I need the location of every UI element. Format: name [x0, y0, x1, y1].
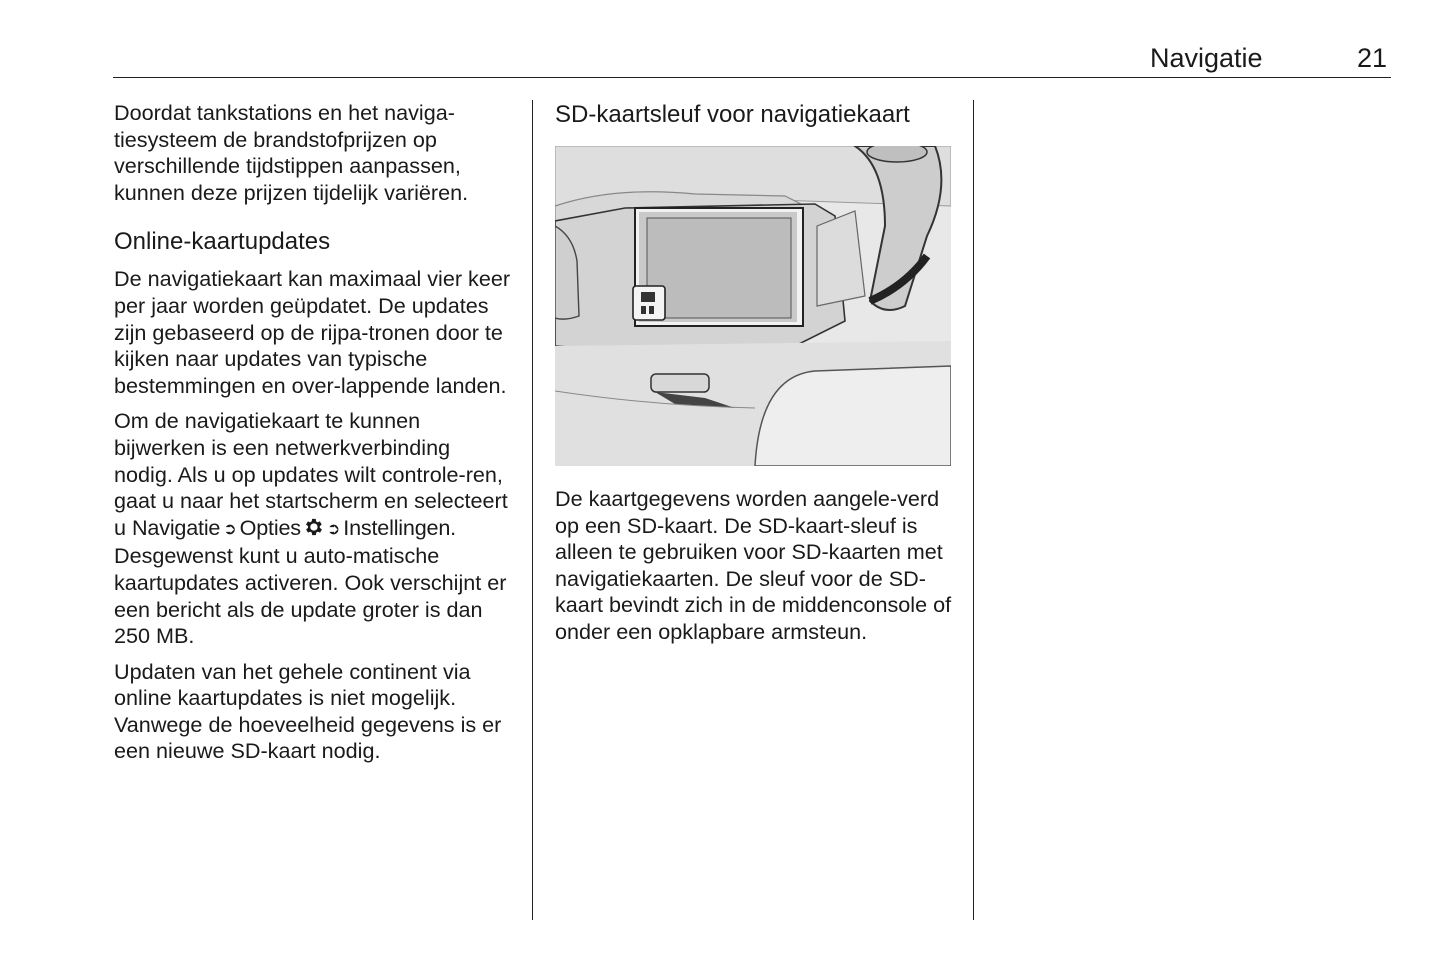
- arrow-right-icon-2: ➲: [326, 520, 341, 538]
- header-rule: [113, 77, 1391, 78]
- left-column: [114, 100, 514, 774]
- column-divider-1: [532, 100, 533, 920]
- paragraph-update-frequency: De navigatiekaart kan maximaal vier keer per jaar worden geüpdatet. De updates zijn gebaseerd op de rijpa-tronen door te kijken naar updates van typische bestemmingen en over-lappende landen.: [114, 266, 511, 398]
- paragraph-sd-card: De kaartgegevens worden aangele-verd op een SD-kaart. De SD-kaart-sleuf is alleen te gebruiken voor SD-kaarten met navigatiekaarten. De sleuf voor de SD-kaart bevindt zich in de middenconsole of onder een opklapbare armsteun.: [555, 486, 952, 644]
- paragraph-update-instructions: [114, 408, 514, 649]
- instructions-text-a: Om de navigatiekaart te kunnen bijwerken is een netwerkverbinding nodig. Als u op updates wilt controle-ren, gaat u naar het startscherm en selecteert u: [114, 408, 508, 540]
- instructions-text-b: . Desgewenst kunt u auto-matische kaartupdates activeren. Ook verschijnt er een bericht als de update groter is dan 250 MB.: [114, 514, 507, 649]
- menu-path-instellingen: Instellingen: [343, 514, 451, 540]
- menu-path-opties: Opties: [239, 514, 301, 540]
- paragraph-fuel-prices: Doordat tankstations en het naviga-tiesysteem de brandstofprijzen op verschillende tijdstippen aanpassen, kunnen deze prijzen tijdelijk variëren.: [114, 100, 469, 205]
- paragraph-continent-update: Updaten van het gehele continent via online kaartupdates is niet mogelijk. Vanwege de hoeveelheid gegevens is er een nieuwe SD-kaart nodig.: [114, 658, 502, 764]
- gear-icon: [302, 516, 324, 538]
- heading-online-updates: Online-kaartupdates: [114, 228, 331, 256]
- menu-path-navigatie: Navigatie: [132, 514, 221, 540]
- middle-column: [555, 100, 955, 655]
- center-console-illustration: [555, 146, 951, 466]
- arrow-right-icon: ➲: [223, 520, 237, 538]
- page-number: 21: [1357, 43, 1388, 73]
- column-divider-2: [973, 100, 974, 920]
- heading-sd-slot: SD-kaartsleuf voor navigatiekaart: [555, 101, 910, 128]
- running-header-title: Navigatie: [1150, 43, 1263, 73]
